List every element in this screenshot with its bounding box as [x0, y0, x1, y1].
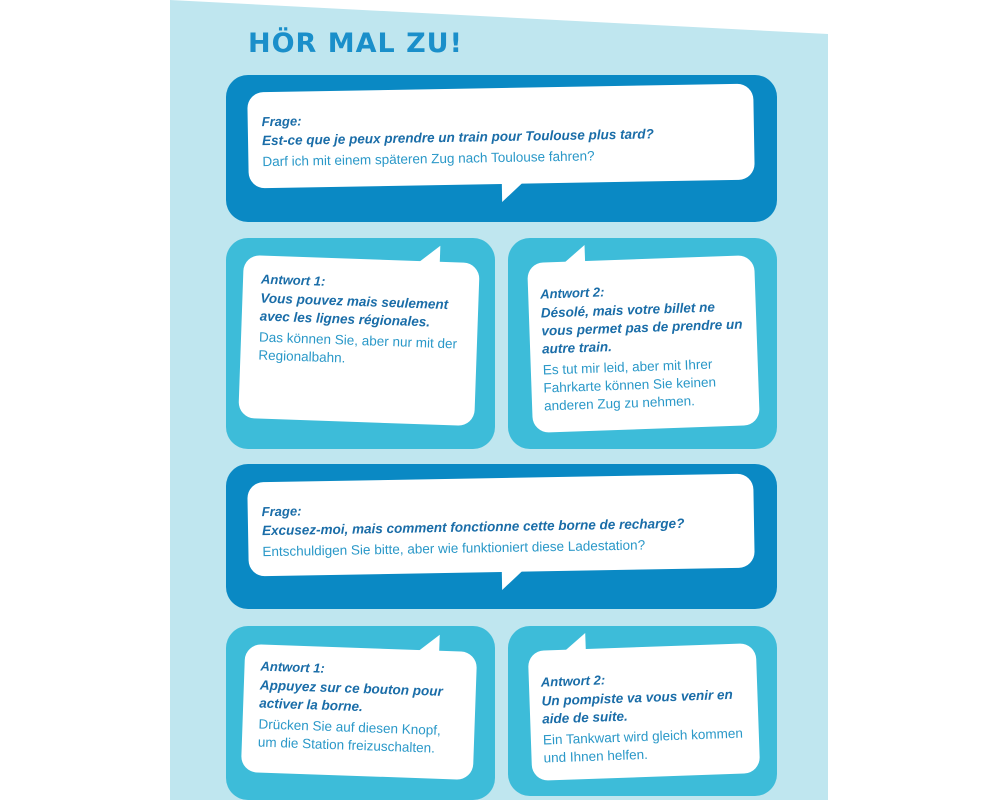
- question-panel-2: [226, 464, 777, 609]
- answer-panel-2-2: [508, 626, 777, 796]
- question-german: Entschuldigen Sie bitte, aber wie funktioniert diese Ladestation?: [262, 537, 646, 560]
- question-label: Frage:: [261, 113, 302, 130]
- answer-german: Es tut mir leid, aber mit Ihrer Fahrkarte können Sie keinen anderen Zug zu nehmen.: [542, 356, 717, 414]
- answer-label: Antwort 2:: [539, 284, 605, 302]
- speech-tail: [417, 634, 440, 653]
- speech-tail: [502, 570, 524, 590]
- speech-tail: [563, 245, 586, 264]
- answer-panel-2-1: [226, 626, 495, 800]
- answer-bubble-1-2: [527, 255, 760, 433]
- question-german: Darf ich mit einem späteren Zug nach Toulouse fahren?: [262, 148, 595, 170]
- answer-label: Antwort 2:: [540, 672, 606, 690]
- speech-tail: [563, 633, 586, 652]
- answer-german: Ein Tankwart wird gleich kommen und Ihnen helfen.: [542, 725, 744, 766]
- question-panel-1: [226, 75, 777, 222]
- question-french: Excusez-moi, mais comment fonctionne cette borne de recharge?: [261, 515, 685, 539]
- page-title: HÖR MAL ZU!: [248, 28, 463, 59]
- speech-tail: [418, 245, 441, 264]
- answer-french: Désolé, mais votre billet ne vous permet pas de prendre un autre train.: [540, 299, 743, 357]
- answer-label: Antwort 1:: [260, 658, 326, 676]
- answer-label: Antwort 1:: [260, 271, 326, 289]
- answer-panel-1-2: [508, 238, 777, 449]
- answer-german: Drücken Sie auf diesen Knopf, um die Station freizuschalten.: [257, 716, 442, 756]
- answer-french: Appuyez sur ce bouton pour activer la borne.: [258, 677, 444, 715]
- question-french: Est-ce que je peux prendre un train pour Toulouse plus tard?: [261, 126, 654, 149]
- answer-german: Das können Sie, aber nur mit der Regionalbahn.: [258, 329, 458, 366]
- answer-french: Un pompiste va vous venir en aide de suite.: [541, 686, 734, 727]
- speech-tail: [502, 182, 524, 202]
- answer-panel-1-1: [226, 238, 495, 449]
- answer-french: Vous pouvez mais seulement avec les lignes régionales.: [259, 290, 449, 330]
- answer-bubble-2-2: [528, 643, 760, 781]
- answer-bubble-1-1: [238, 255, 480, 426]
- question-bubble-1: [247, 84, 755, 189]
- answer-bubble-2-1: [241, 644, 477, 780]
- question-bubble-2: [247, 474, 755, 577]
- question-label: Frage:: [261, 503, 302, 520]
